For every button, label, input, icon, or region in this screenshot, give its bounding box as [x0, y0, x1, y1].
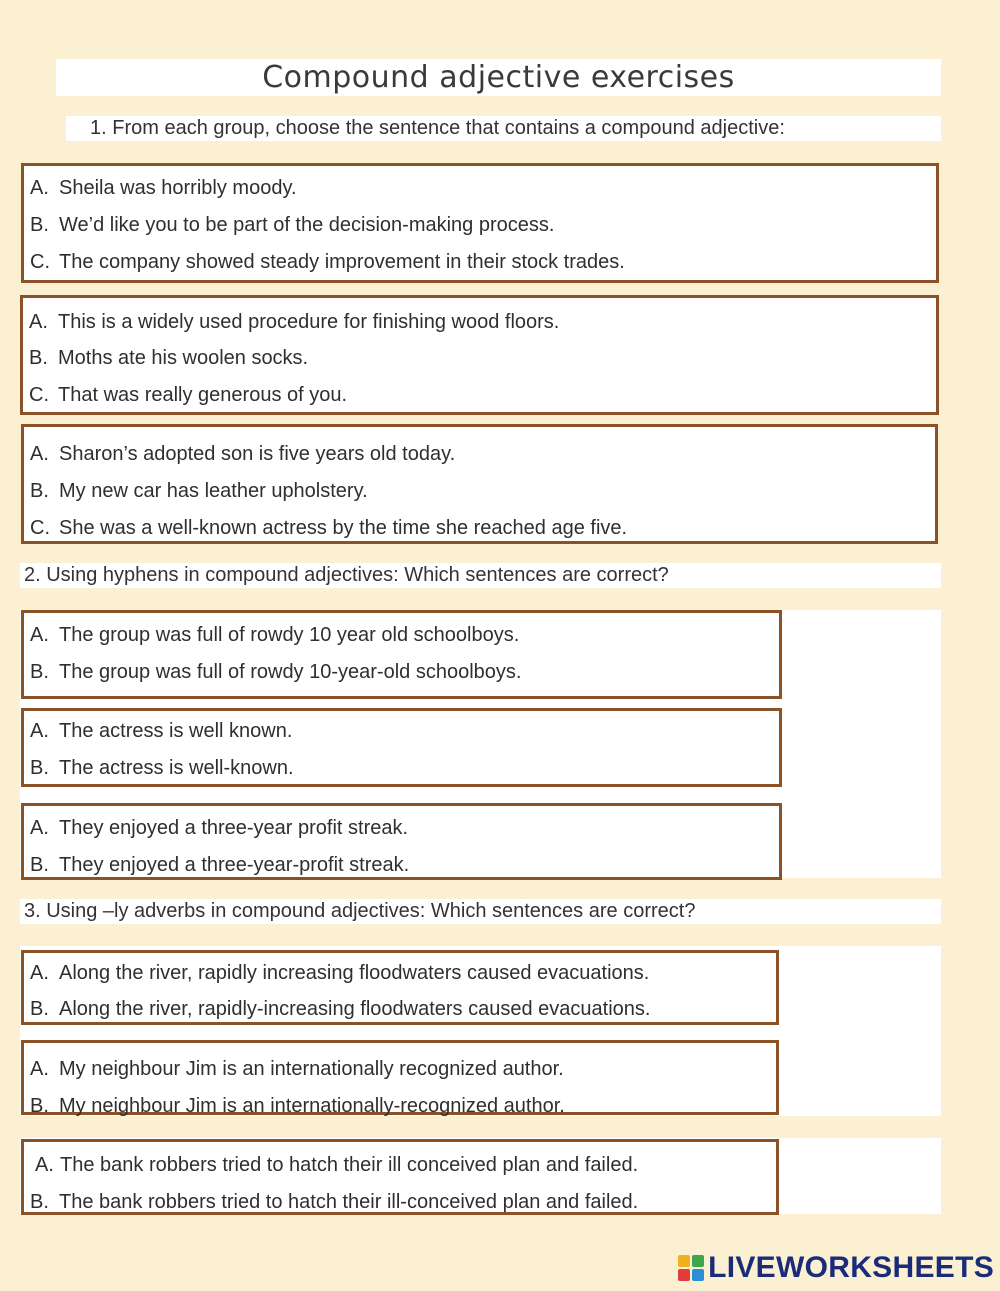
- option-b[interactable]: B. My new car has leather upholstery.: [30, 480, 368, 502]
- q3-group-1: [21, 950, 779, 1025]
- option-a[interactable]: A. The actress is well known.: [30, 720, 293, 742]
- q1-heading-strip: [66, 116, 941, 141]
- q1-group-3: [21, 424, 938, 544]
- option-c[interactable]: C. That was really generous of you.: [29, 384, 348, 406]
- option-a[interactable]: A. Along the river, rapidly increasing floodwaters caused evacuations.: [30, 962, 650, 984]
- q2-group-1: [21, 610, 782, 699]
- option-b[interactable]: B. We’d like you to be part of the decision-making process.: [30, 214, 555, 236]
- q3-heading-strip: [20, 899, 941, 924]
- q2-group-2: [21, 708, 782, 787]
- option-a[interactable]: A. They enjoyed a three-year profit streak.: [30, 817, 409, 839]
- option-a[interactable]: A. The bank robbers tried to hatch their ill conceived plan and failed.: [35, 1154, 639, 1176]
- option-b[interactable]: B. The actress is well-known.: [30, 757, 294, 779]
- worksheet-title: Compound adjective exercises: [56, 59, 941, 96]
- liveworksheets-logo[interactable]: [678, 1253, 994, 1283]
- q2-heading: 2. Using hyphens in compound adjectives: Which sentences are correct?: [24, 564, 669, 586]
- logo-block: [678, 1255, 690, 1267]
- option-a[interactable]: A. The group was full of rowdy 10 year old schoolboys.: [30, 624, 520, 646]
- option-b[interactable]: B. The bank robbers tried to hatch their ill-conceived plan and failed.: [30, 1191, 639, 1213]
- q3-group-2: [21, 1040, 779, 1115]
- q2-heading-strip: [20, 563, 941, 588]
- q1-group-1: [21, 163, 939, 283]
- logo-text: LIVEWORKSHEETS: [708, 1251, 994, 1284]
- q3-group-3: [21, 1139, 779, 1215]
- option-a[interactable]: A. Sheila was horribly moody.: [30, 177, 297, 199]
- q1-heading: 1. From each group, choose the sentence that contains a compound adjective:: [90, 117, 785, 139]
- option-b[interactable]: B. They enjoyed a three-year-profit streak.: [30, 854, 410, 876]
- option-a[interactable]: A. This is a widely used procedure for finishing wood floors.: [29, 311, 560, 333]
- option-a[interactable]: A. Sharon’s adopted son is five years old today.: [30, 443, 456, 465]
- q2-group-3: [21, 803, 782, 880]
- option-b[interactable]: B. The group was full of rowdy 10-year-old schoolboys.: [30, 661, 522, 683]
- option-c[interactable]: C. She was a well-known actress by the time she reached age five.: [30, 517, 628, 539]
- q1-group-2: [20, 295, 939, 415]
- logo-block: [678, 1269, 690, 1281]
- option-b[interactable]: B. My neighbour Jim is an internationally-recognized author.: [30, 1095, 565, 1117]
- logo-blocks-icon: [678, 1255, 704, 1281]
- option-b[interactable]: B. Along the river, rapidly-increasing floodwaters caused evacuations.: [30, 998, 651, 1020]
- option-b[interactable]: B. Moths ate his woolen socks.: [29, 347, 309, 369]
- option-a[interactable]: A. My neighbour Jim is an internationally recognized author.: [30, 1058, 564, 1080]
- logo-block: [692, 1255, 704, 1267]
- q3-heading: 3. Using –ly adverbs in compound adjectives: Which sentences are correct?: [24, 900, 696, 922]
- option-c[interactable]: C. The company showed steady improvement in their stock trades.: [30, 251, 625, 273]
- logo-block: [692, 1269, 704, 1281]
